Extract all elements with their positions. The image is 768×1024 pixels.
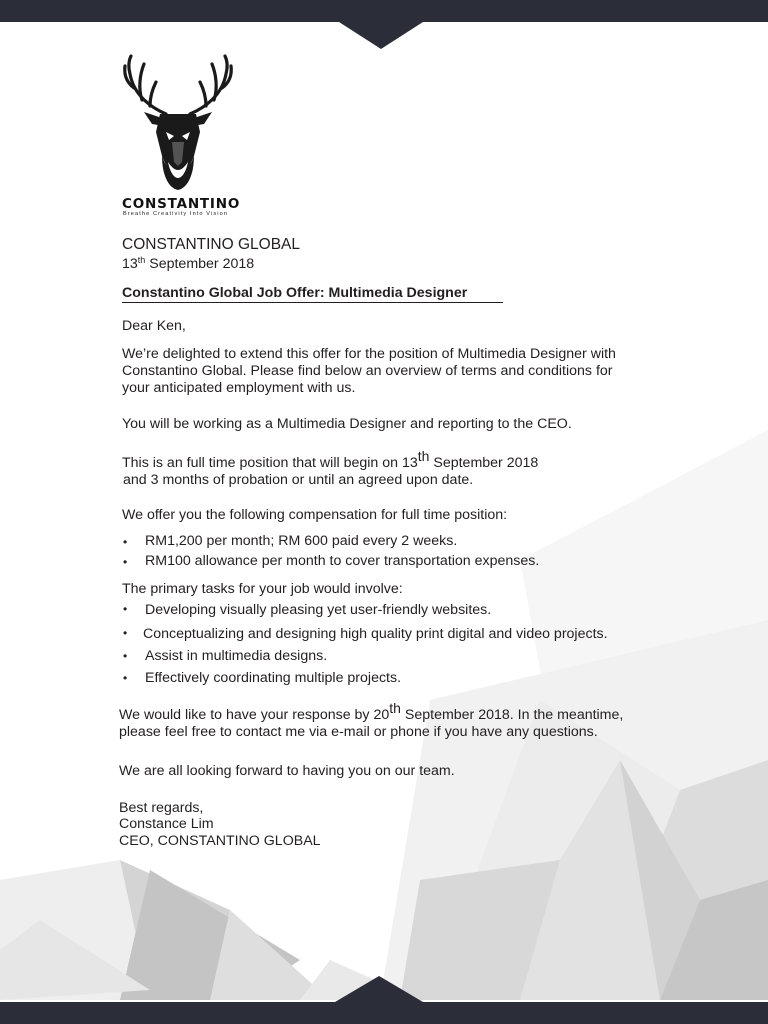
closing-note: We are all looking forward to having you on our team.: [119, 763, 455, 779]
intro-line: Constantino Global. Please find below an overview of terms and conditions for: [122, 363, 613, 379]
position-line-1: [122, 448, 539, 472]
compensation-item: RM1,200 per month; RM 600 paid every 2 weeks.: [145, 533, 458, 549]
role-line: You will be working as a Multimedia Designer and reporting to the CEO.: [122, 416, 572, 432]
bullet-icon: •: [123, 535, 128, 549]
deer-logo-icon: [122, 52, 234, 192]
response-text: We would like to have your response by 20: [119, 707, 390, 723]
offer-title: Constantino Global Job Offer: Multimedia Designer: [122, 285, 468, 301]
position-date: September 2018: [429, 455, 539, 471]
intro-line: your anticipated employment with us.: [122, 380, 356, 396]
date-day: 13: [122, 256, 138, 272]
company-name: CONSTANTINO GLOBAL: [122, 236, 300, 253]
response-date: September 2018. In the meantime,: [400, 707, 624, 723]
task-item: Developing visually pleasing yet user-friendly websites.: [145, 602, 492, 618]
signer-title: CEO, CONSTANTINO GLOBAL: [119, 833, 321, 849]
brand-name: CONSTANTINO: [122, 196, 241, 212]
bullet-icon: •: [123, 555, 128, 569]
intro-line: We’re delighted to extend this offer for the position of Multimedia Designer with: [122, 346, 616, 362]
signer-name: Constance Lim: [119, 816, 214, 832]
response-line-2: please feel free to contact me via e-mail or phone if you have any questions.: [119, 724, 598, 740]
tasks-intro: The primary tasks for your job would involve:: [122, 581, 403, 597]
title-underline: [122, 302, 503, 303]
bullet-icon: •: [123, 602, 128, 616]
position-suffix: th: [417, 448, 430, 464]
bullet-icon: •: [123, 671, 128, 685]
task-item: Conceptualizing and designing high quality print digital and video projects.: [143, 626, 608, 642]
letter-date: [122, 256, 254, 273]
compensation-intro: We offer you the following compensation for full time position:: [122, 507, 508, 523]
signoff: Best regards,: [119, 800, 204, 816]
salutation: Dear Ken,: [122, 318, 186, 334]
date-rest: September 2018: [145, 256, 255, 272]
bullet-icon: •: [123, 649, 128, 663]
bullet-icon: •: [123, 626, 128, 640]
brand-tagline: Breathe Creativity Into Vision: [123, 211, 229, 217]
response-suffix: th: [389, 700, 401, 716]
response-line-1: [119, 700, 624, 724]
compensation-item: RM100 allowance per month to cover transportation expenses.: [145, 553, 540, 569]
task-item: Effectively coordinating multiple projects.: [145, 670, 402, 686]
position-line-2: and 3 months of probation or until an agreed upon date.: [123, 472, 474, 488]
task-item: Assist in multimedia designs.: [145, 648, 328, 664]
date-suffix: th: [137, 255, 146, 265]
position-text: This is an full time position that will begin on 13: [122, 455, 418, 471]
